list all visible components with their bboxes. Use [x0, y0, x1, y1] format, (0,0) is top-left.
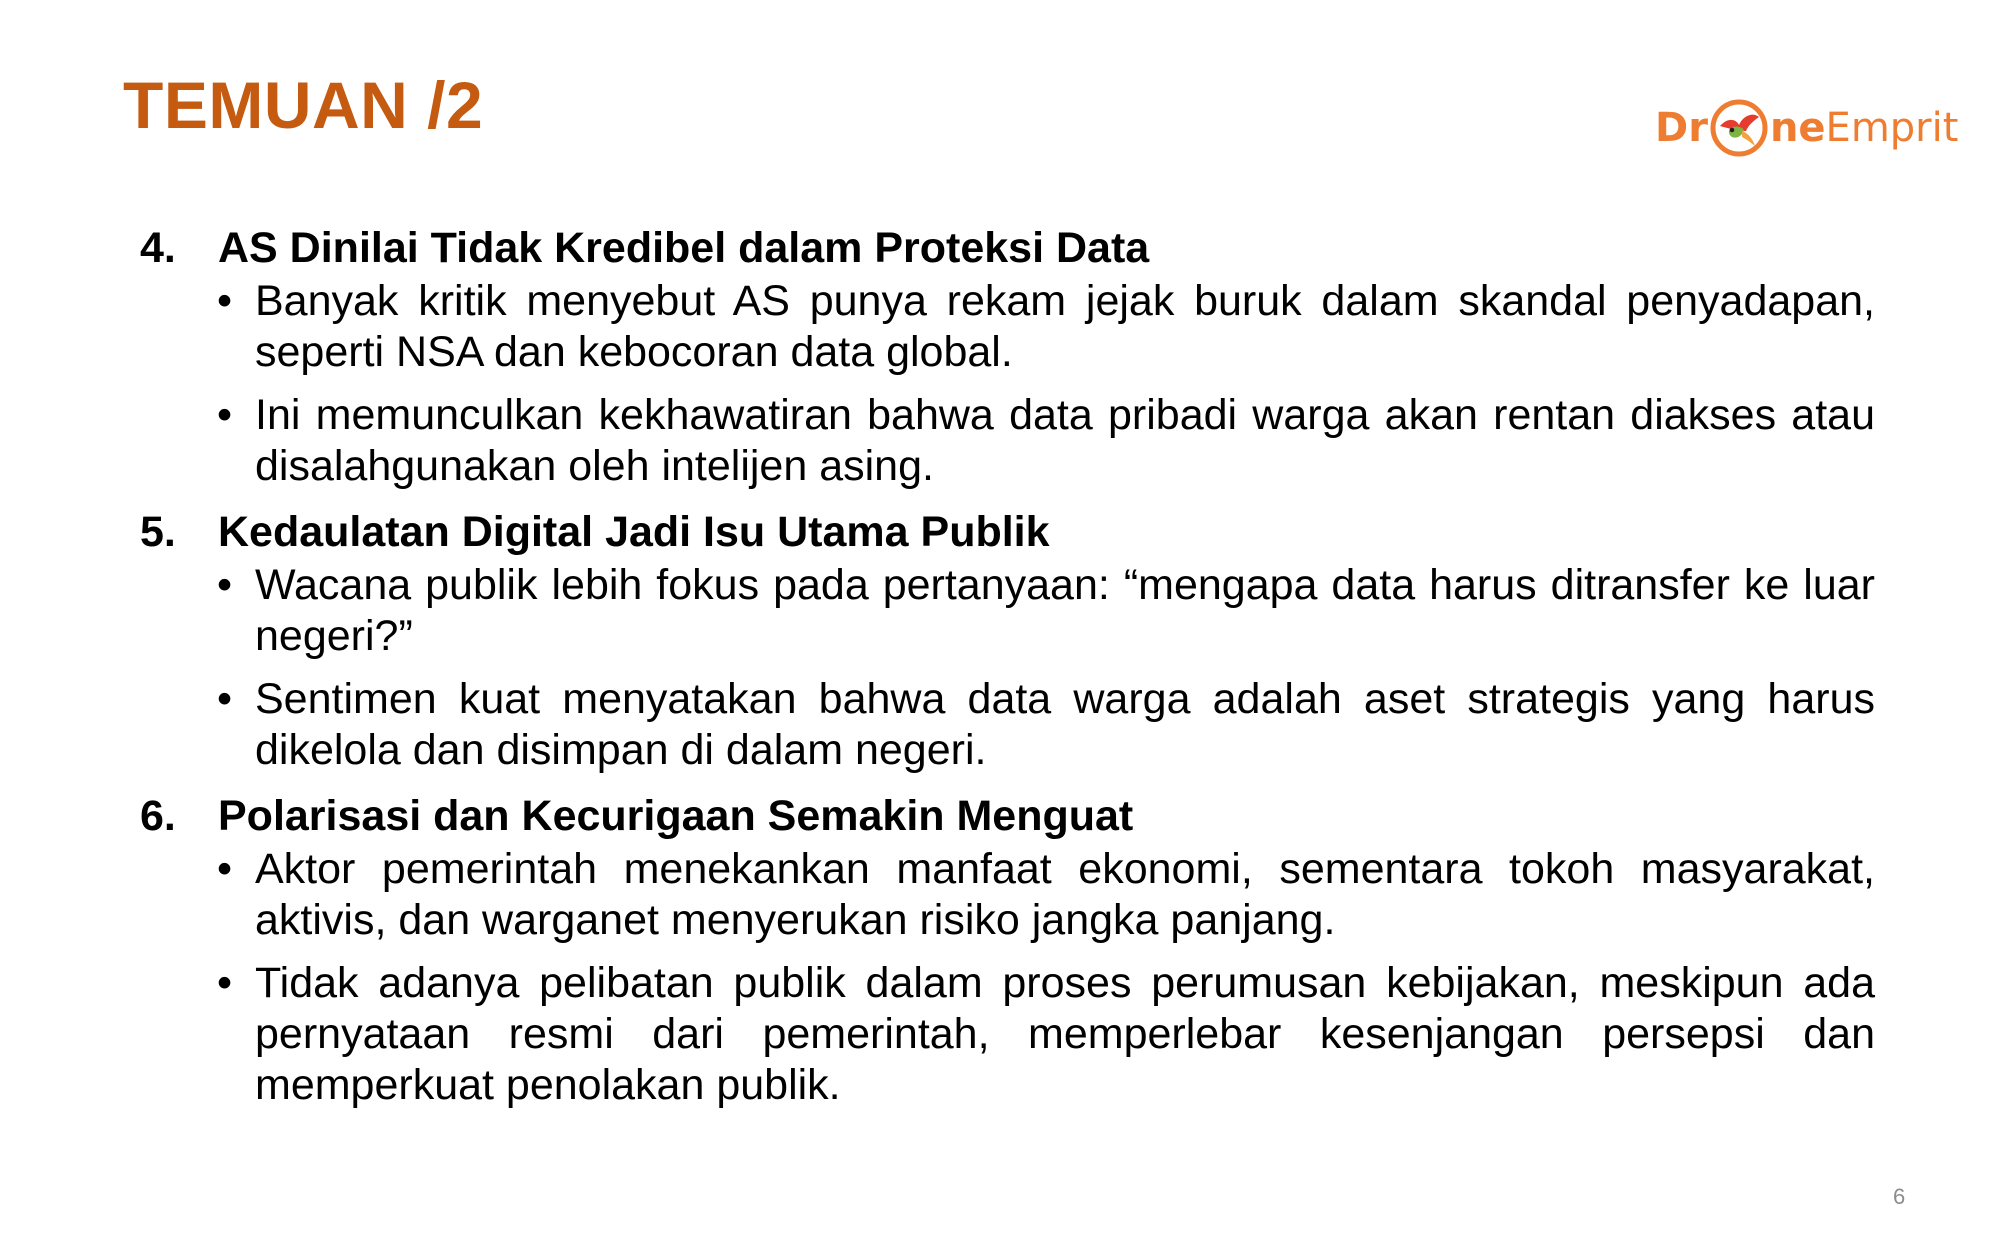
section-number: 5.	[140, 508, 176, 556]
bullet-item	[217, 958, 1875, 1111]
bullet-text: Wacana publik lebih fokus pada pertanyaan: “mengapa data harus ditransfer ke luar negeri?”	[255, 561, 1875, 660]
section-heading: Polarisasi dan Kecurigaan Semakin Menguat	[218, 792, 1134, 840]
finding-section	[140, 504, 1875, 776]
bullet-list	[140, 844, 1875, 1111]
drone-emprit-logo	[1655, 92, 1958, 164]
bullet-text: Aktor pemerintah menekankan manfaat ekonomi, sementara tokoh masyarakat, aktivis, dan warganet menyerukan risiko jangka panjang.	[255, 845, 1875, 944]
section-heading: Kedaulatan Digital Jadi Isu Utama Publik	[218, 508, 1050, 556]
bullet-item	[217, 560, 1875, 662]
slide-title: TEMUAN /2	[123, 68, 484, 142]
bullet-glyph: •	[217, 959, 233, 1007]
logo-text-part2: ne	[1769, 105, 1826, 151]
section-number: 4.	[140, 224, 176, 272]
bullet-item	[217, 276, 1875, 378]
bullet-glyph: •	[217, 675, 233, 723]
bullet-text: Ini memunculkan kekhawatiran bahwa data pribadi warga akan rentan diakses atau disalahgunakan oleh intelijen asing.	[255, 391, 1875, 490]
finding-section	[140, 788, 1875, 1111]
bullet-item	[217, 674, 1875, 776]
page-number: 6	[1893, 1184, 1906, 1209]
section-number: 6.	[140, 792, 176, 840]
bullet-item	[217, 844, 1875, 946]
drone-bird-icon	[1706, 95, 1772, 161]
bullet-glyph: •	[217, 561, 233, 609]
section-heading-row	[140, 220, 1875, 276]
bullet-text: Tidak adanya pelibatan publik dalam proses perumusan kebijakan, meskipun ada pernyataan resmi dari pemerintah, memperlebar kesenjangan persepsi dan memperkuat penolakan publik.	[255, 959, 1875, 1109]
section-heading-row	[140, 504, 1875, 560]
bullet-glyph: •	[217, 845, 233, 893]
bullet-glyph: •	[217, 391, 233, 439]
logo-text-part3: Emprit	[1825, 105, 1959, 151]
section-heading-row	[140, 788, 1875, 844]
finding-section	[140, 220, 1875, 492]
bullet-text: Banyak kritik menyebut AS punya rekam jejak buruk dalam skandal penyadapan, seperti NSA dan kebocoran data global.	[255, 277, 1875, 376]
section-heading: AS Dinilai Tidak Kredibel dalam Proteksi Data	[218, 224, 1150, 272]
bullet-list	[140, 560, 1875, 776]
bullet-list	[140, 276, 1875, 492]
bullet-text: Sentimen kuat menyatakan bahwa data warga adalah aset strategis yang harus dikelola dan disimpan di dalam negeri.	[255, 675, 1875, 774]
bullet-glyph: •	[217, 277, 233, 325]
bullet-item	[217, 390, 1875, 492]
logo-text-part1: Dr	[1655, 105, 1708, 151]
findings-content	[140, 220, 1875, 1123]
